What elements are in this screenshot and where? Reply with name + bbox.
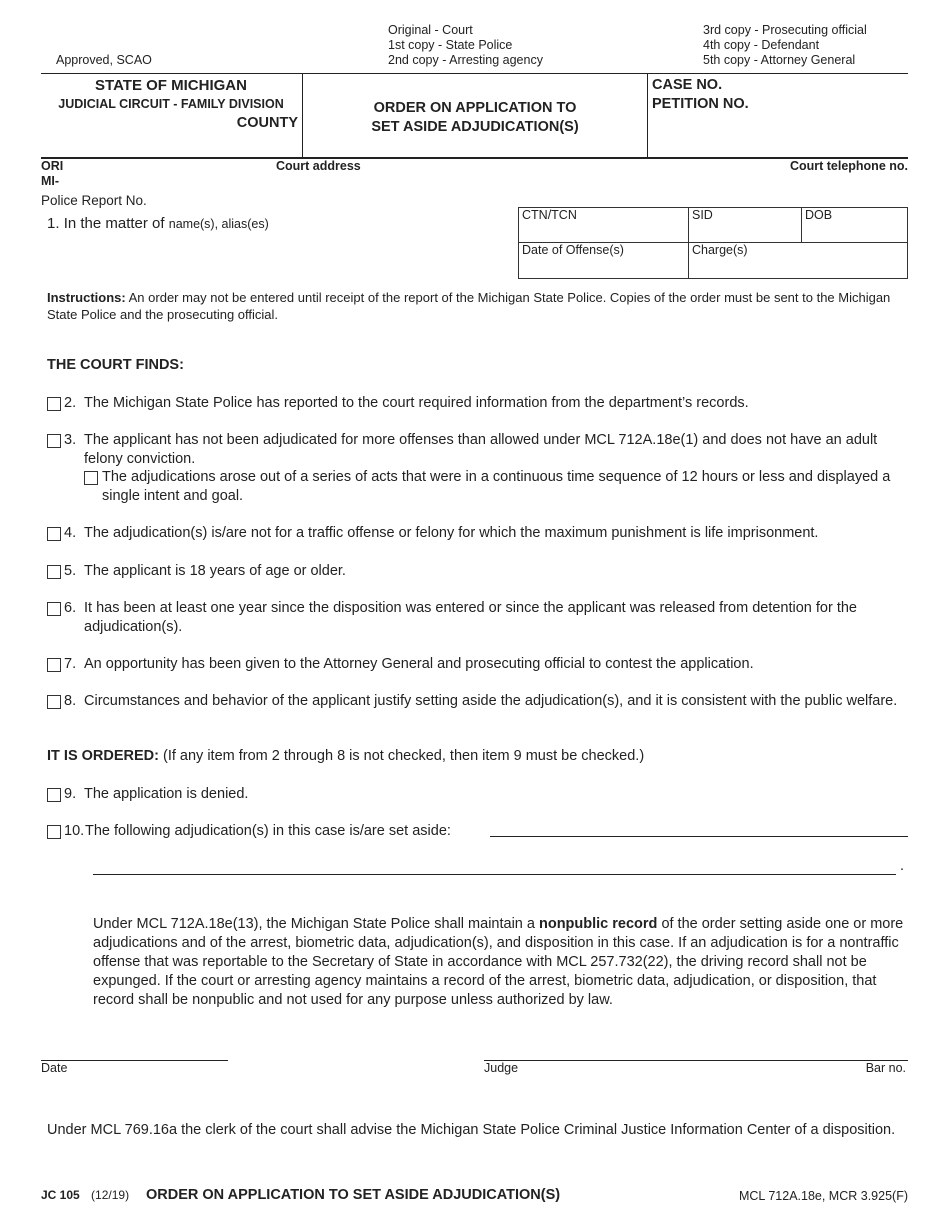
- finding-item-2: [47, 394, 912, 413]
- date-label: Date: [41, 1061, 68, 1075]
- petition-no-label: PETITION NO.: [652, 96, 749, 112]
- item-number: 3.: [64, 432, 77, 448]
- matter-line: [47, 215, 269, 232]
- mi-label: MI-: [41, 174, 60, 188]
- order-item-9: [47, 785, 912, 804]
- finding-text: The adjudication(s) is/are not for a traffic offense or felony for which the maximum punishment is life imprisonment.: [84, 525, 819, 541]
- police-report-label: Police Report No.: [41, 193, 147, 208]
- sid-field[interactable]: [688, 207, 802, 243]
- form-title: [303, 99, 647, 137]
- court-phone-label: Court telephone no.: [789, 159, 908, 173]
- finding-item-5: [47, 562, 912, 581]
- item-number: 1.: [47, 215, 60, 232]
- dob-label: DOB: [805, 208, 833, 222]
- finding-3-sub-checkbox[interactable]: [84, 471, 98, 485]
- footer-form-id: [41, 1188, 129, 1202]
- finding-2-checkbox[interactable]: [47, 397, 61, 411]
- copy-line: Original - Court: [388, 23, 473, 37]
- instructions-label: Instructions:: [47, 290, 126, 305]
- finding-item-8: [47, 692, 912, 711]
- dob-field[interactable]: [801, 207, 908, 243]
- finding-text: The applicant has not been adjudicated for more offenses than allowed under MCL 712A.18e(1) and does not have an adult felony conviction.: [84, 432, 878, 467]
- ctn-field[interactable]: [518, 207, 689, 243]
- footer-title: ORDER ON APPLICATION TO SET ASIDE ADJUDICATION(S): [146, 1187, 561, 1203]
- order-10-checkbox[interactable]: [47, 825, 61, 839]
- instructions: [47, 289, 912, 323]
- item-number: 6.: [64, 600, 77, 616]
- form-revision: (12/19): [91, 1188, 130, 1202]
- ctn-label: CTN/TCN: [522, 208, 577, 222]
- date-offense-label: Date of Offense(s): [522, 243, 624, 257]
- finding-4-checkbox[interactable]: [47, 527, 61, 541]
- charges-field[interactable]: [688, 242, 908, 279]
- bar-no-label: Bar no.: [865, 1061, 906, 1075]
- finding-6-checkbox[interactable]: [47, 602, 61, 616]
- date-field-line[interactable]: [41, 1060, 228, 1061]
- order-text: The application is denied.: [84, 786, 249, 802]
- finding-text: The applicant is 18 years of age or older.: [84, 563, 346, 579]
- finding-text: The Michigan State Police has reported to the court required information from the department’s records.: [84, 395, 749, 411]
- charges-label: Charge(s): [692, 243, 748, 257]
- finding-7-checkbox[interactable]: [47, 658, 61, 672]
- set-aside-field-line[interactable]: [490, 836, 908, 837]
- copies-right: [703, 23, 867, 68]
- notice-text: Under MCL 712A.18e(13), the Michigan State Police shall maintain a: [93, 916, 535, 932]
- finding-item-3-sub: [84, 468, 912, 506]
- matter-label: In the matter of: [63, 215, 165, 232]
- form-title-line: SET ASIDE ADJUDICATION(S): [371, 119, 579, 135]
- sid-label: SID: [692, 208, 713, 222]
- judge-label: Judge: [484, 1061, 519, 1075]
- finding-item-4: [47, 524, 912, 543]
- case-number-field[interactable]: [655, 116, 905, 152]
- ordered-note: (If any item from 2 through 8 is not checked, then item 9 must be checked.): [163, 748, 645, 764]
- finding-3-checkbox[interactable]: [47, 434, 61, 448]
- item-number: 8.: [64, 693, 77, 709]
- period-mark: .: [900, 858, 905, 874]
- finding-text: It has been at least one year since the disposition was entered or since the applicant was released from detention for the adjudication(s).: [84, 600, 857, 635]
- case-no-label: CASE NO.: [652, 77, 723, 93]
- copy-line: 2nd copy - Arresting agency: [388, 53, 543, 67]
- court-finds-heading: THE COURT FINDS:: [47, 357, 184, 373]
- order-9-checkbox[interactable]: [47, 788, 61, 802]
- copy-line: 4th copy - Defendant: [703, 38, 820, 52]
- finding-item-7: [47, 655, 912, 674]
- order-item-10: [47, 822, 912, 841]
- copy-line: 5th copy - Attorney General: [703, 53, 856, 67]
- court-address-label: Court address: [276, 159, 361, 173]
- notice-bold: nonpublic record: [538, 916, 658, 932]
- circuit-label: JUDICIAL CIRCUIT - FAMILY DIVISION: [58, 97, 284, 111]
- set-aside-field-line-2[interactable]: [93, 874, 896, 875]
- nonpublic-notice: [93, 915, 910, 1010]
- item-number: 9.: [64, 786, 77, 802]
- ordered-heading: [47, 748, 644, 764]
- date-offense-field[interactable]: [518, 242, 689, 279]
- ori-label: ORI: [41, 159, 64, 173]
- instructions-text: An order may not be entered until receipt of the report of the Michigan State Police. Copies of the order must be sent to the Michigan State Police and the prosecuting official.: [47, 290, 891, 322]
- finding-8-checkbox[interactable]: [47, 695, 61, 709]
- form-id: JC 105: [41, 1188, 80, 1202]
- notice-text: of the order setting aside one or more adjudications and of the arrest, biometric data, adjudication(s), and disposition in this case. If an adjudication is for a nontraffic offense that was reportable to the Secretary of State in accordance with MCL 257.732(22), the driving record shall not be expunged. If the court or arresting agency maintains a record of the arrest, biometric data, adjudication, or disposition, that record shall be nonpublic and not used for any purpose unless authorized by law.: [93, 916, 904, 1008]
- finding-text: The adjudications arose out of a series of acts that were in a continuous time sequence of 12 hours or less and displayed a single intent and goal.: [102, 469, 891, 504]
- matter-sublabel: name(s), alias(es): [168, 217, 269, 231]
- item-number: 2.: [64, 395, 77, 411]
- item-number: 4.: [64, 525, 77, 541]
- county-label: COUNTY: [236, 115, 298, 131]
- item-number: 10.: [64, 823, 85, 839]
- approved-label: Approved, SCAO: [56, 53, 152, 67]
- copies-left: [388, 23, 543, 68]
- finding-item-3: [47, 431, 912, 469]
- form-title-line: ORDER ON APPLICATION TO: [373, 100, 577, 116]
- divider: [647, 73, 648, 158]
- order-text: The following adjudication(s) in this case is/are set aside:: [85, 823, 451, 839]
- finding-text: An opportunity has been given to the Attorney General and prosecuting official to contest the application.: [84, 656, 754, 672]
- footer-statute: MCL 712A.18e, MCR 3.925(F): [738, 1189, 908, 1203]
- finding-item-6: [47, 599, 912, 637]
- item-number: 7.: [64, 656, 77, 672]
- finding-5-checkbox[interactable]: [47, 565, 61, 579]
- clerk-note: Under MCL 769.16a the clerk of the court shall advise the Michigan State Police Criminal Justice Information Center of a disposition.: [47, 1122, 896, 1138]
- finding-text: Circumstances and behavior of the applicant justify setting aside the adjudication(s), and it is consistent with the public welfare.: [84, 693, 898, 709]
- copy-line: 1st copy - State Police: [388, 38, 513, 52]
- copy-line: 3rd copy - Prosecuting official: [703, 23, 867, 37]
- ordered-label: IT IS ORDERED:: [47, 748, 159, 764]
- divider: [41, 73, 908, 74]
- state-label: STATE OF MICHIGAN: [95, 77, 247, 94]
- item-number: 5.: [64, 563, 77, 579]
